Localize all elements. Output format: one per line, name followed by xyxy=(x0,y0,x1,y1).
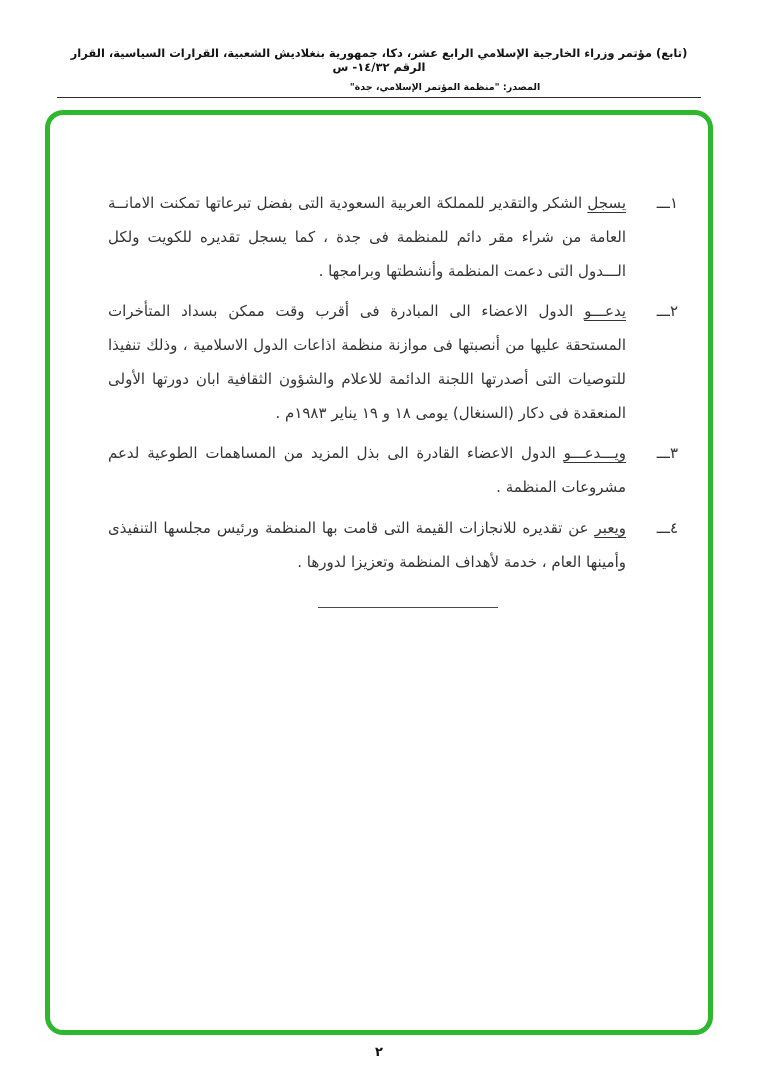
item-text xyxy=(108,512,626,580)
item-text xyxy=(108,437,626,505)
scan-frame xyxy=(45,110,713,1035)
item-number: ٣ـــ xyxy=(656,444,678,463)
item-text xyxy=(108,187,626,288)
list-item xyxy=(108,437,678,505)
list-item xyxy=(108,295,678,430)
document-body xyxy=(50,115,708,608)
page-header xyxy=(0,46,758,93)
item-rest-text: الدول الاعضاء القادرة الى بذل المزيد من المساهمات الطوعية لدعم مشروعات المنظمة . xyxy=(108,444,626,496)
page-number: ٢ xyxy=(375,1045,383,1060)
item-number: ٢ـــ xyxy=(656,302,678,321)
item-rest-text: الشكر والتقدير للمملكة العربية السعودية التى بفضل تبرعاتها تمكنت الامانــة العامة من شراء مقر دائم للمنظمة فى جدة ، كما يسجل تقديره للكويت ولكل الـــدول التى دعمت المنظمة وأنشطتها وبرامجها . xyxy=(108,194,626,280)
item-rest-text: عن تقديره للانجازات القيمة التى قامت بها المنظمة ورئيس مجلسها التنفيذى وأمينها العام ، خدمة لأهداف المنظمة وتعزيزا لدورها . xyxy=(108,518,626,571)
header-title: (تابع) مؤتمر وزراء الخارجية الإسلامي الرابع عشر، دكا، جمهورية بنغلاديش الشعبية، القرارات السياسية، القرار الرقم ١٤/٣٢- س xyxy=(70,46,688,74)
item-lead-word: ويـــدعـــو xyxy=(563,444,626,463)
header-source: المصدر: "منظمة المؤتمر الإسلامي، جدة" xyxy=(349,82,541,93)
item-rest-text: الدول الاعضاء الى المبادرة فى أقرب وقت ممكن بسداد المتأخرات المستحقة عليها من أنصبتها فى موازنة منظمة اذاعات الدول الاسلامية ، وذلك تنفيذا للتوصيات التى أصدرتها اللجنة الدائمة للاعلام والشؤون الثقافية ابان دورتها الأولى المنعقدة فى دكار (السنغال) يومى ١٨ و ١٩ يناير ١٩٨٣م . xyxy=(108,302,626,422)
item-text xyxy=(108,295,626,430)
item-number: ١ـــ xyxy=(656,194,678,212)
item-lead-word: يسجل xyxy=(587,194,626,212)
item-number: ٤ـــ xyxy=(656,518,678,537)
header-divider xyxy=(57,97,701,98)
end-divider xyxy=(318,607,498,608)
list-item xyxy=(108,187,678,288)
item-lead-word: ويعبر xyxy=(594,518,626,537)
item-lead-word: يدعـــو xyxy=(584,302,626,321)
list-item xyxy=(108,512,678,580)
